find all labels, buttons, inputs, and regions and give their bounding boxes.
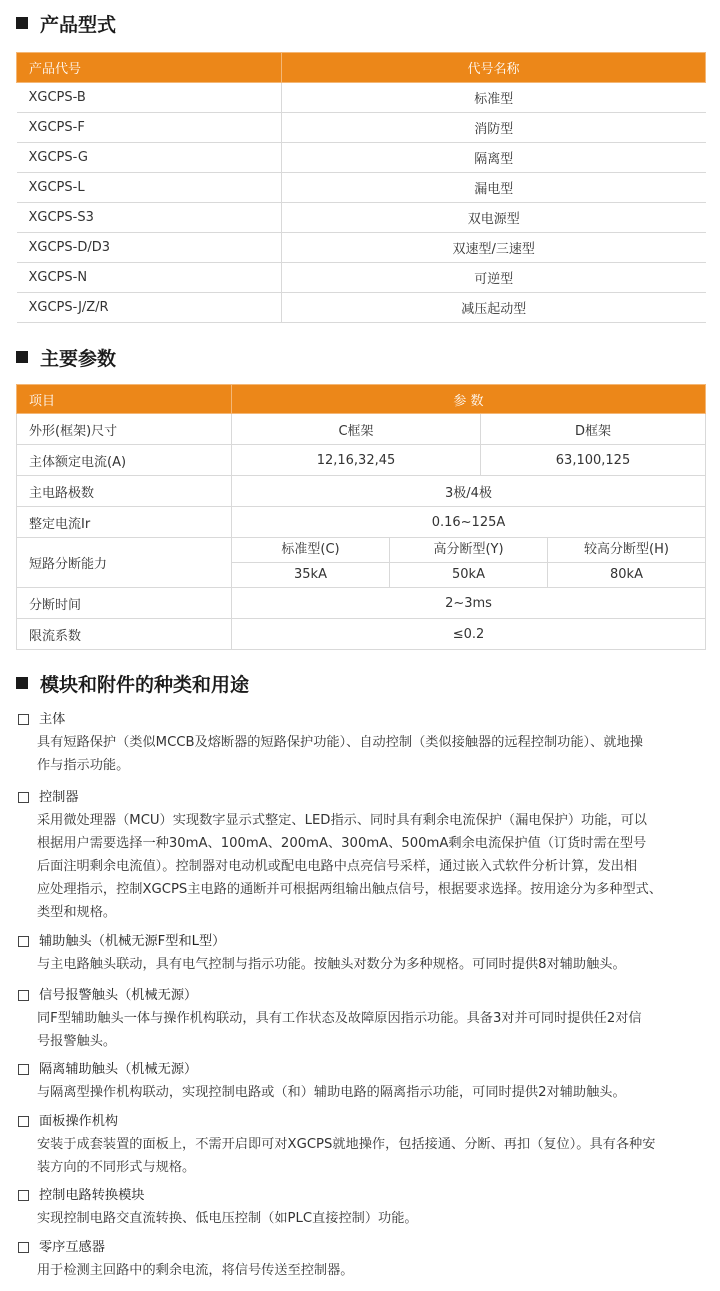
module-title: 辅助触头（机械无源F型和L型） bbox=[39, 934, 226, 949]
param-value-cell: C框架 bbox=[232, 414, 481, 445]
bullet-square-icon bbox=[16, 677, 28, 689]
module-title: 控制电路转换模块 bbox=[39, 1188, 145, 1203]
product-name-cell: 双速型/三速型 bbox=[282, 233, 706, 263]
table-row bbox=[17, 233, 706, 263]
param-value-cell: 3极/4极 bbox=[232, 476, 706, 507]
table-row bbox=[17, 173, 706, 203]
breaking-type-cell: 高分断型(Y) bbox=[390, 538, 548, 562]
product-name-cell: 隔离型 bbox=[282, 143, 706, 173]
product-code-cell: XGCPS-G bbox=[17, 143, 282, 173]
section-title-text: 模块和附件的种类和用途 bbox=[40, 673, 250, 696]
description-line: 与主电路触头联动，具有电气控制与指示功能。按触头对数分为多种规格。可同时提供8对辅助触头。 bbox=[37, 957, 626, 972]
checkbox-icon bbox=[18, 990, 29, 1001]
bullet-square-icon bbox=[16, 17, 28, 29]
column-header-param: 参 数 bbox=[232, 385, 706, 414]
description-line: 采用微处理器（MCU）实现数字显示式整定、LED指示、同时具有剩余电流保护（漏电保护）功能，可以 bbox=[37, 813, 647, 828]
product-name-cell: 消防型 bbox=[282, 113, 706, 143]
table-header-row bbox=[17, 53, 706, 83]
param-value-cell: 2~3ms bbox=[232, 588, 706, 619]
module-item-main-body bbox=[18, 708, 708, 777]
breaking-type-row bbox=[232, 538, 705, 562]
product-code-cell: XGCPS-D/D3 bbox=[17, 233, 282, 263]
table-row bbox=[17, 507, 706, 538]
module-title: 隔离辅助触头（机械无源） bbox=[39, 1062, 198, 1077]
param-label-cell: 整定电流Ir bbox=[17, 507, 232, 538]
param-label-cell: 短路分断能力 bbox=[17, 538, 232, 588]
breaking-value-cell: 80kA bbox=[610, 567, 643, 582]
description-line: 后面注明剩余电流值）。控制器对电动机或配电电路中点亮信号采样，通过嵌入式软件分析计算，发出相 bbox=[37, 859, 638, 874]
table-row bbox=[17, 143, 706, 173]
breaking-value-cell: 35kA bbox=[232, 563, 390, 587]
module-item-panel-mechanism bbox=[18, 1110, 708, 1179]
module-title: 面板操作机构 bbox=[39, 1114, 119, 1129]
section-title-product-types bbox=[16, 10, 116, 36]
product-code-cell: XGCPS-J/Z/R bbox=[17, 293, 282, 323]
checkbox-icon bbox=[18, 1190, 29, 1201]
module-title: 控制器 bbox=[39, 790, 79, 805]
table-row bbox=[17, 414, 706, 445]
module-item-control-converter bbox=[18, 1184, 708, 1230]
module-description bbox=[37, 1133, 708, 1179]
param-value-cell: 63,100,125 bbox=[481, 445, 706, 476]
description-line: 装方向的不同形式与规格。 bbox=[37, 1160, 196, 1175]
product-name-cell: 双电源型 bbox=[282, 203, 706, 233]
table-row bbox=[17, 293, 706, 323]
table-header-row bbox=[17, 385, 706, 414]
section-title-modules bbox=[16, 670, 249, 696]
table-row bbox=[17, 203, 706, 233]
column-header-item: 项目 bbox=[17, 385, 232, 414]
product-code-cell: XGCPS-B bbox=[17, 83, 282, 113]
parameter-table bbox=[16, 384, 706, 650]
description-line: 号报警触头。 bbox=[37, 1034, 117, 1049]
product-code-cell: XGCPS-L bbox=[17, 173, 282, 203]
module-description bbox=[37, 1007, 708, 1053]
product-code-cell: XGCPS-S3 bbox=[17, 203, 282, 233]
section-title-text: 产品型式 bbox=[40, 13, 117, 36]
description-line: 类型和规格。 bbox=[37, 905, 117, 920]
param-value-cell: 12,16,32,45 bbox=[232, 445, 481, 476]
product-name-cell: 减压起动型 bbox=[282, 293, 706, 323]
description-line: 与隔离型操作机构联动，实现控制电路或（和）辅助电路的隔离指示功能，可同时提供2对辅助触头。 bbox=[37, 1085, 626, 1100]
checkbox-icon bbox=[18, 1116, 29, 1127]
module-description bbox=[37, 809, 708, 924]
param-label-cell: 主体额定电流(A) bbox=[17, 445, 232, 476]
param-value-cell: ≤0.2 bbox=[232, 619, 706, 650]
checkbox-icon bbox=[18, 1242, 29, 1253]
breaking-value-cell: 50kA bbox=[390, 563, 548, 587]
checkbox-icon bbox=[18, 1064, 29, 1075]
param-label-cell: 分断时间 bbox=[17, 588, 232, 619]
description-line: 作与指示功能。 bbox=[37, 758, 130, 773]
module-title: 信号报警触头（机械无源） bbox=[39, 988, 198, 1003]
param-label-cell: 限流系数 bbox=[17, 619, 232, 650]
table-row bbox=[17, 538, 706, 563]
table-row bbox=[17, 445, 706, 476]
module-title: 主体 bbox=[39, 712, 66, 727]
table-row bbox=[17, 619, 706, 650]
product-code-cell: XGCPS-F bbox=[17, 113, 282, 143]
table-row bbox=[17, 263, 706, 293]
module-description bbox=[37, 953, 708, 976]
description-line: 同F型辅助触头一体与操作机构联动，具有工作状态及故障原因指示功能。具备3对并可同时提供任2对信 bbox=[37, 1011, 642, 1026]
table-row bbox=[17, 113, 706, 143]
checkbox-icon bbox=[18, 792, 29, 803]
product-name-cell: 标准型 bbox=[282, 83, 706, 113]
module-description bbox=[37, 1081, 708, 1104]
description-line: 实现控制电路交直流转换、低电压控制（如PLC直接控制）功能。 bbox=[37, 1211, 418, 1226]
table-row bbox=[17, 476, 706, 507]
module-description bbox=[37, 1207, 708, 1230]
bullet-square-icon bbox=[16, 351, 28, 363]
product-name-cell: 可逆型 bbox=[282, 263, 706, 293]
description-line: 具有短路保护（类似MCCB及熔断器的短路保护功能）、自动控制（类似接触器的远程控制功能）、就地操 bbox=[37, 735, 643, 750]
param-value-cell: D框架 bbox=[481, 414, 706, 445]
checkbox-icon bbox=[18, 936, 29, 947]
column-header-name: 代号名称 bbox=[282, 53, 706, 83]
product-type-table bbox=[16, 52, 706, 323]
param-label-cell: 外形(框架)尺寸 bbox=[17, 414, 232, 445]
table-row bbox=[17, 83, 706, 113]
breaking-capacity-cell bbox=[232, 538, 706, 563]
breaking-capacity-cell bbox=[232, 563, 706, 588]
module-item-controller bbox=[18, 786, 708, 924]
product-name-cell: 漏电型 bbox=[282, 173, 706, 203]
column-header-code: 产品代号 bbox=[17, 53, 282, 83]
module-item-isolation-contacts bbox=[18, 1058, 708, 1104]
module-description bbox=[37, 731, 708, 777]
module-item-aux-contacts bbox=[18, 930, 708, 976]
param-value-cell: 0.16~125A bbox=[232, 507, 706, 538]
breaking-type-cell: 较高分断型(H) bbox=[584, 542, 669, 557]
section-title-text: 主要参数 bbox=[40, 347, 117, 370]
param-label-cell: 主电路极数 bbox=[17, 476, 232, 507]
module-description bbox=[37, 1259, 708, 1282]
module-item-alarm-contacts bbox=[18, 984, 708, 1053]
table-row bbox=[17, 588, 706, 619]
description-line: 用于检测主回路中的剩余电流，将信号传送至控制器。 bbox=[37, 1263, 354, 1278]
module-title: 零序互感器 bbox=[39, 1240, 105, 1255]
description-line: 应处理指示，控制XGCPS主电路的通断并可根据两组输出触点信号，根据要求选择。按用途分为多种型式、 bbox=[37, 882, 663, 897]
description-line: 安装于成套装置的面板上，不需开启即可对XGCPS就地操作，包括接通、分断、再扣（复位）。具有各种安 bbox=[37, 1137, 656, 1152]
checkbox-icon bbox=[18, 714, 29, 725]
module-item-zero-sequence-ct bbox=[18, 1236, 708, 1282]
description-line: 根据用户需要选择一种30mA、100mA、200mA、300mA、500mA剩余电流保护值（订货时需在型号 bbox=[37, 836, 647, 851]
product-code-cell: XGCPS-N bbox=[17, 263, 282, 293]
breaking-value-row bbox=[232, 563, 705, 587]
breaking-type-cell: 标准型(C) bbox=[232, 538, 390, 562]
section-title-main-params bbox=[16, 344, 116, 370]
